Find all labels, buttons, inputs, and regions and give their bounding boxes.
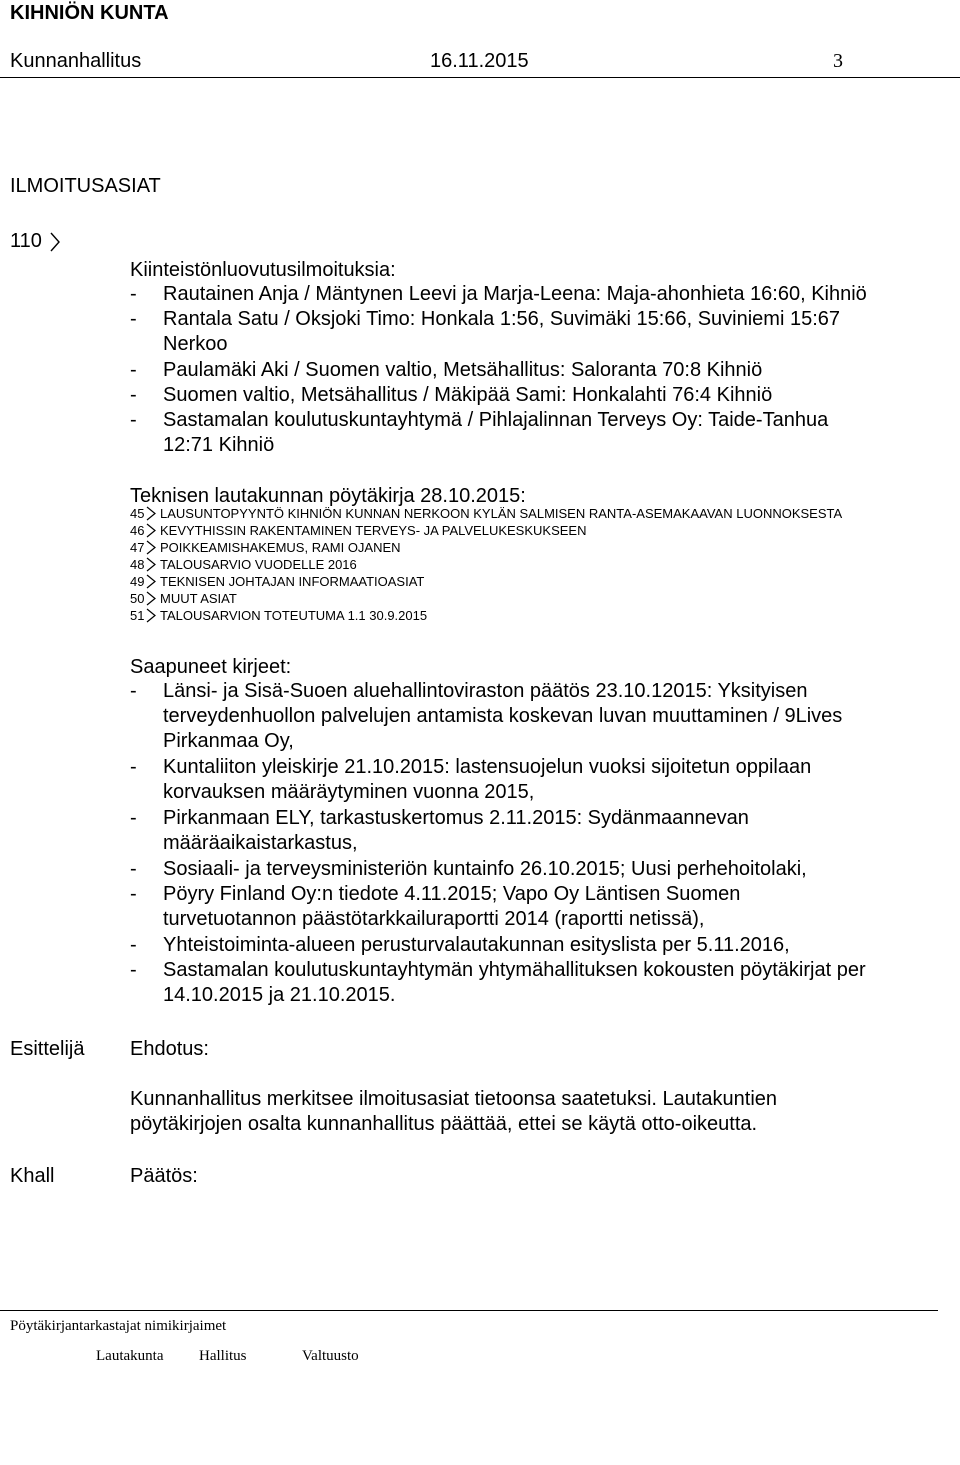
agenda-item-text: TALOUSARVIO VUODELLE 2016 bbox=[160, 557, 357, 572]
list-item-text: Suomen valtio, Metsähallitus / Mäkipää Sami: Honkalahti 76:4 Kihniö bbox=[163, 384, 773, 406]
footer-column-hallitus: Hallitus bbox=[199, 1348, 247, 1364]
list-item-text-cont: Pirkanmaa Oy, bbox=[163, 730, 294, 752]
agenda-item bbox=[130, 574, 424, 591]
list-item-text-cont: määräaikaistarkastus, bbox=[163, 832, 358, 854]
list-item-text: Rantala Satu / Oksjoki Timo: Honkala 1:56, Suvimäki 15:66, Suviniemi 15:67 bbox=[163, 308, 841, 330]
agenda-item-number: 49 bbox=[130, 574, 145, 589]
agenda-item-text: POIKKEAMISHAKEMUS, RAMI OJANEN bbox=[160, 540, 401, 555]
page-number: 3 bbox=[833, 50, 843, 72]
list-dash: - bbox=[130, 680, 137, 702]
list-dash: - bbox=[130, 959, 137, 981]
agenda-item-number: 45 bbox=[130, 506, 145, 521]
list-dash: - bbox=[130, 807, 137, 829]
agenda-item-number: 51 bbox=[130, 608, 145, 623]
agenda-item bbox=[130, 506, 842, 523]
section-title: ILMOITUSASIAT bbox=[10, 175, 161, 197]
list-item-text: Paulamäki Aki / Suomen valtio, Metsähallitus: Saloranta 70:8 Kihniö bbox=[163, 359, 763, 381]
agenda-item bbox=[130, 557, 357, 574]
list-dash: - bbox=[130, 858, 137, 880]
agenda-item-number: 48 bbox=[130, 557, 145, 572]
list-item-text-cont: terveydenhuollon palvelujen antamista koskevan luvan muuttaminen / 9Lives bbox=[163, 705, 843, 727]
agenda-item bbox=[130, 540, 401, 557]
list-item-text: Rautainen Anja / Mäntynen Leevi ja Marja-Leena: Maja-ahonhieta 16:60, Kihniö bbox=[163, 283, 867, 305]
list-item-text: Sastamalan koulutuskuntayhtymän yhtymähallituksen kokousten pöytäkirjat per bbox=[163, 959, 866, 981]
agenda-item-text: TEKNISEN JOHTAJAN INFORMAATIOASIAT bbox=[160, 574, 425, 589]
list-dash: - bbox=[130, 883, 137, 905]
list-dash: - bbox=[130, 283, 137, 305]
list-dash: - bbox=[130, 359, 137, 381]
list-dash: - bbox=[130, 934, 137, 956]
footer-title: Pöytäkirjantarkastajat nimikirjaimet bbox=[10, 1318, 227, 1334]
decision-body-label: Khall bbox=[10, 1165, 55, 1187]
proposal-text-cont: pöytäkirjojen osalta kunnanhallitus päättää, ettei se käytä otto-oikeutta. bbox=[130, 1113, 758, 1135]
list-item-text-cont: 12:71 Kihniö bbox=[163, 434, 275, 456]
list-item-text: Länsi- ja Sisä-Suoen aluehallintoviraston päätös 23.10.12015: Yksityisen bbox=[163, 680, 808, 702]
list-item-text-cont: turvetuotannon päästötarkkailuraportti 2014 (raportti netissä), bbox=[163, 908, 705, 930]
proposal-label: Ehdotus: bbox=[130, 1038, 209, 1060]
property-notices-heading: Kiinteistönluovutusilmoituksia: bbox=[130, 259, 396, 281]
agenda-marker-icon bbox=[146, 574, 156, 592]
decision-label: Päätös: bbox=[130, 1165, 198, 1187]
agenda-marker-icon bbox=[146, 540, 156, 558]
list-item-text: Yhteistoiminta-alueen perusturvalautakunnan esityslista per 5.11.2016, bbox=[163, 934, 790, 956]
agenda-marker-icon bbox=[146, 591, 156, 609]
agenda-item-text: MUUT ASIAT bbox=[160, 591, 237, 606]
agenda-item bbox=[130, 608, 427, 625]
list-dash: - bbox=[130, 384, 137, 406]
list-item-text-cont: korvauksen määräytyminen vuonna 2015, bbox=[163, 781, 535, 803]
agenda-item-text: LAUSUNTOPYYNTÖ KIHNIÖN KUNNAN NERKOON KYLÄN SALMISEN RANTA-ASEMAKAAVAN LUONNOKSESTA bbox=[160, 506, 843, 521]
agenda-item bbox=[130, 591, 237, 608]
section-marker-icon bbox=[50, 232, 60, 252]
footer-column-lautakunta: Lautakunta bbox=[96, 1348, 164, 1364]
agenda-marker-icon bbox=[146, 523, 156, 541]
proposal-text: Kunnanhallitus merkitsee ilmoitusasiat tietoonsa saatetuksi. Lautakuntien bbox=[130, 1088, 778, 1110]
list-item-text-cont: 14.10.2015 ja 21.10.2015. bbox=[163, 984, 396, 1006]
header-divider bbox=[0, 77, 960, 78]
header-date: 16.11.2015 bbox=[430, 50, 529, 72]
list-item-text: Sosiaali- ja terveysministeriön kuntainfo 26.10.2015; Uusi perhehoitolaki, bbox=[163, 858, 807, 880]
agenda-item-text: KEVYTHISSIN RAKENTAMINEN TERVEYS- JA PALVELUKESKUKSEEN bbox=[160, 523, 587, 538]
footer-divider bbox=[0, 1310, 938, 1311]
agenda-marker-icon bbox=[146, 506, 156, 524]
agenda-item-text: TALOUSARVION TOTEUTUMA 1.1 30.9.2015 bbox=[160, 608, 428, 623]
list-item-text-cont: Nerkoo bbox=[163, 333, 228, 355]
agenda-item-number: 47 bbox=[130, 540, 145, 555]
list-dash: - bbox=[130, 756, 137, 778]
agenda-marker-icon bbox=[146, 557, 156, 575]
presenter-label: Esittelijä bbox=[10, 1038, 85, 1060]
list-dash: - bbox=[130, 308, 137, 330]
list-item-text: Pirkanmaan ELY, tarkastuskertomus 2.11.2015: Sydänmaannevan bbox=[163, 807, 749, 829]
item-number: 110 bbox=[10, 230, 42, 252]
list-item-text: Kuntaliiton yleiskirje 21.10.2015: lastensuojelun vuoksi sijoitetun oppilaan bbox=[163, 756, 812, 778]
agenda-item-number: 46 bbox=[130, 523, 145, 538]
agenda-marker-icon bbox=[146, 608, 156, 626]
agenda-item-number: 50 bbox=[130, 591, 145, 606]
organization-name: KIHNIÖN KUNTA bbox=[10, 2, 169, 24]
list-dash: - bbox=[130, 409, 137, 431]
footer-column-valtuusto: Valtuusto bbox=[302, 1348, 359, 1364]
list-item-text: Sastamalan koulutuskuntayhtymä / Pihlajalinnan Terveys Oy: Taide-Tanhua bbox=[163, 409, 829, 431]
header-body: Kunnanhallitus bbox=[10, 50, 142, 72]
letters-heading: Saapuneet kirjeet: bbox=[130, 656, 292, 678]
technical-board-heading: Teknisen lautakunnan pöytäkirja 28.10.2015: bbox=[130, 485, 526, 507]
agenda-item bbox=[130, 523, 586, 540]
list-item-text: Pöyry Finland Oy:n tiedote 4.11.2015; Vapo Oy Läntisen Suomen bbox=[163, 883, 741, 905]
